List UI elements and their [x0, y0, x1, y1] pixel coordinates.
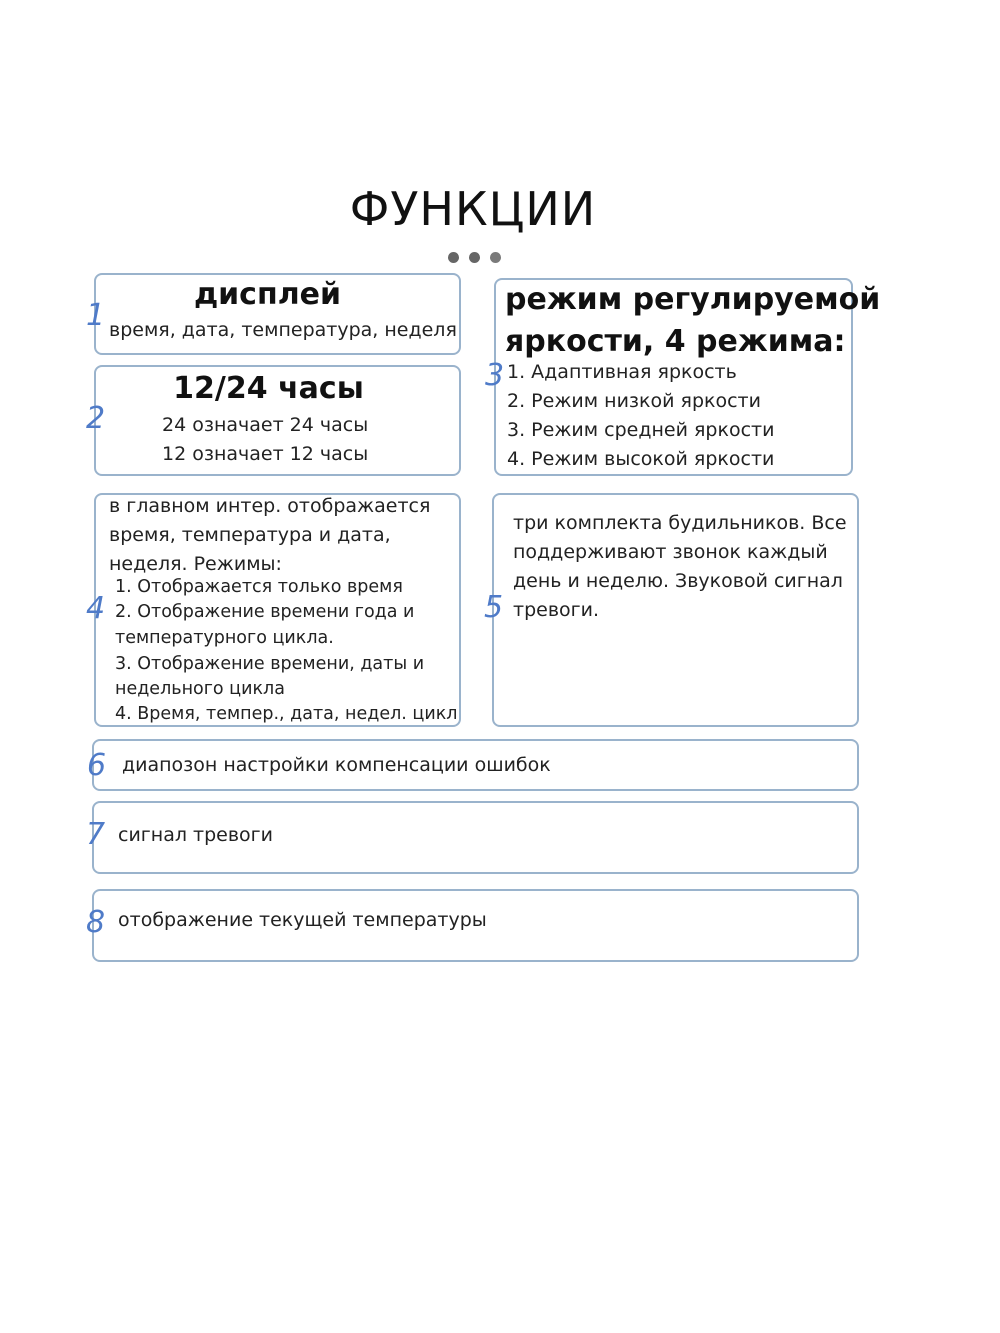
feature-line: три комплекта будильников. Все: [513, 512, 847, 534]
dot: [469, 252, 480, 263]
list-item: 3. Режим средней яркости: [507, 419, 775, 441]
feature-text: сигнал тревоги: [118, 824, 273, 846]
list-item: 4. Режим высокой яркости: [507, 448, 775, 470]
feature-heading: яркости, 4 режима:: [505, 324, 846, 359]
feature-box-brightness: [494, 278, 881, 476]
feature-box-temperature: [92, 889, 859, 962]
list-item: температурного цикла.: [115, 628, 334, 648]
feature-line: 24 означает 24 часы: [162, 414, 369, 436]
feature-line: тревоги.: [513, 599, 600, 621]
feature-heading: 12/24 часы: [173, 371, 364, 406]
feature-number: 4: [86, 591, 106, 626]
feature-line: в главном интер. отображается: [109, 495, 431, 517]
feature-box-display: [94, 273, 461, 355]
feature-box-error-compensation: [92, 739, 859, 791]
feature-line: день и неделю. Звуковой сигнал: [513, 570, 843, 592]
feature-line: 12 означает 12 часы: [162, 443, 369, 465]
feature-number: 5: [484, 590, 504, 625]
feature-heading: дисплей: [193, 277, 342, 312]
dot: [490, 252, 501, 263]
list-item: 2. Отображение времени года и: [115, 602, 415, 622]
feature-text: время, дата, температура, неделя: [109, 319, 457, 341]
feature-number: 7: [86, 817, 106, 852]
feature-number: 1: [86, 298, 106, 333]
list-item: 1. Адаптивная яркость: [507, 361, 737, 383]
feature-box-hours: [94, 365, 461, 476]
list-item: 4. Время, темпер., дата, недел. цикл: [115, 704, 458, 724]
feature-line: неделя. Режимы:: [109, 553, 282, 575]
feature-text: диапозон настройки компенсации ошибок: [122, 754, 551, 776]
list-item: 3. Отображение времени, даты и: [115, 654, 425, 674]
list-item: недельного цикла: [115, 679, 285, 699]
feature-line: время, температура и дата,: [109, 524, 391, 546]
list-item: 2. Режим низкой яркости: [507, 390, 761, 412]
feature-box-alarms: [492, 493, 859, 727]
feature-heading: режим регулируемой: [505, 282, 881, 317]
dots-divider: [448, 252, 501, 263]
feature-line: поддерживают звонок каждый: [513, 541, 828, 563]
feature-number: 3: [485, 358, 505, 393]
feature-text: отображение текущей температуры: [118, 909, 487, 931]
feature-number: 6: [87, 748, 107, 783]
dot: [448, 252, 459, 263]
feature-box-main-screen: [94, 493, 461, 727]
feature-box-alarm-signal: [92, 801, 859, 874]
feature-number: 8: [86, 905, 106, 940]
feature-number: 2: [86, 401, 106, 436]
page-title: ФУНКЦИИ: [349, 182, 597, 236]
list-item: 1. Отображается только время: [115, 577, 403, 597]
